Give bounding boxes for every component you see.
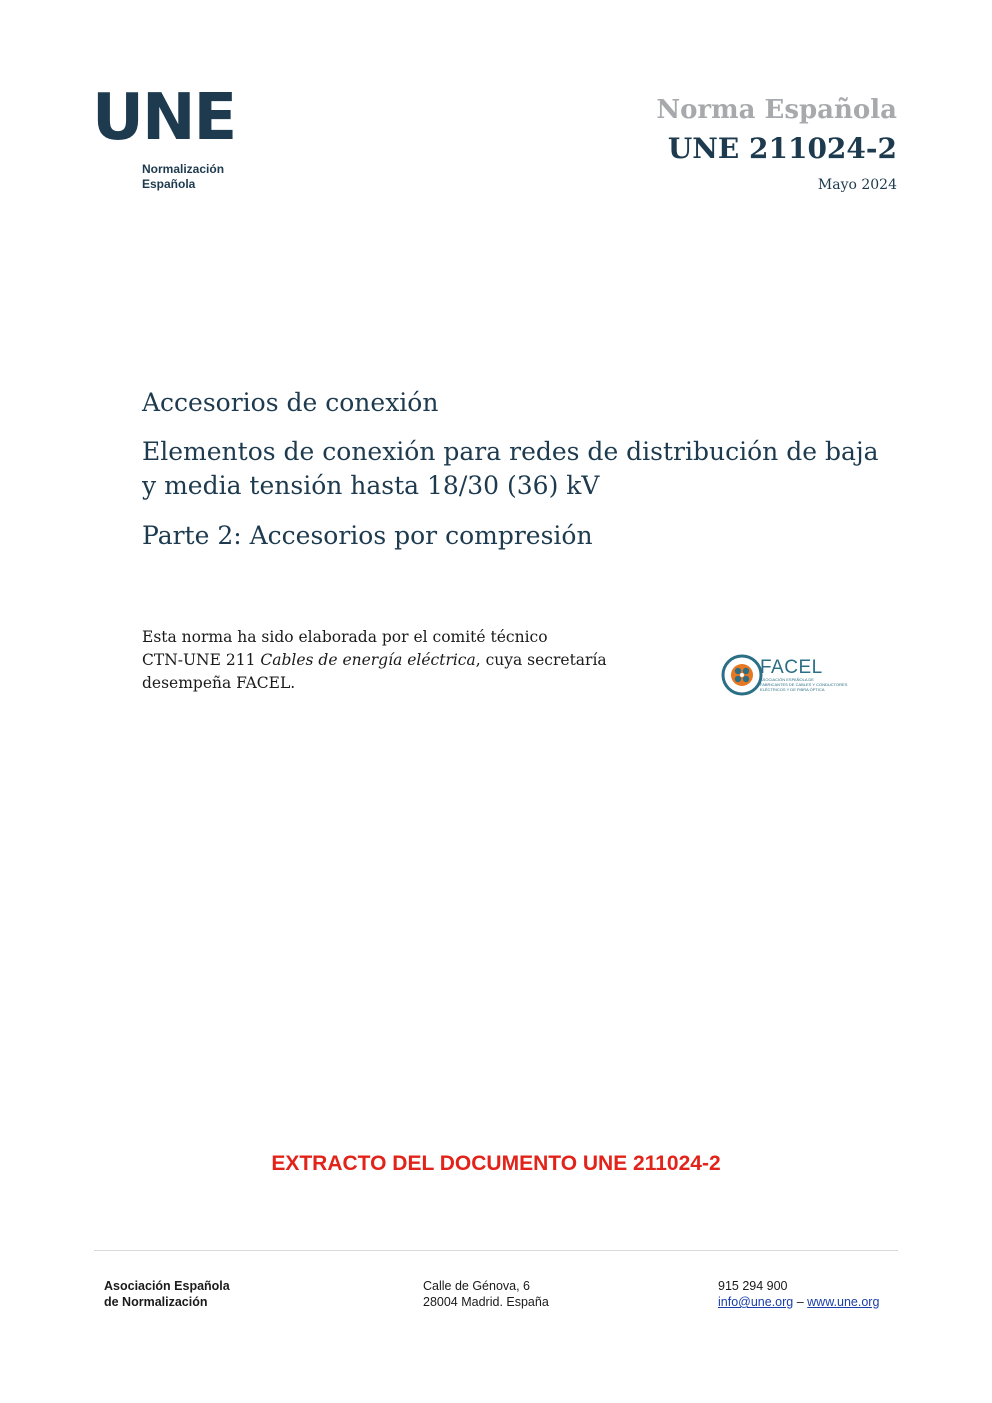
title-part: Parte 2: Accesorios por compresión <box>142 521 593 550</box>
facel-emblem-icon <box>720 650 870 700</box>
footer-links <box>718 1294 879 1310</box>
footer-addr-line1: Calle de Génova, 6 <box>423 1279 531 1293</box>
une-logo <box>92 81 272 198</box>
facel-logo-name: FACEL <box>760 657 823 678</box>
footer-org-line2: de Normalización <box>104 1295 208 1309</box>
email-link[interactable]: info@une.org <box>718 1295 794 1309</box>
committee-line1: Esta norma ha sido elaborada por el comité técnico <box>142 628 548 646</box>
une-logo-subtitle-line2: Española <box>142 177 196 191</box>
footer-org-line1: Asociación Española <box>104 1279 230 1293</box>
committee-line3: desempeña FACEL. <box>142 674 296 692</box>
committee-line2 <box>142 649 662 672</box>
extract-notice: EXTRACTO DEL DOCUMENTO UNE 211024-2 <box>271 1152 721 1175</box>
title-main: Accesorios de conexión <box>142 388 439 417</box>
title-secondary-line2: y media tensión hasta 18/30 (36) kV <box>142 471 600 500</box>
footer-organization <box>104 1278 230 1310</box>
footer-divider <box>94 1250 898 1251</box>
website-link[interactable]: www.une.org <box>807 1295 880 1309</box>
une-logo-word: UNE <box>92 81 236 155</box>
facel-logo-tagline-1: ASOCIACIÓN ESPAÑOLA DE <box>760 677 814 682</box>
facel-logo-tagline-2: FABRICANTES DE CABLES Y CONDUCTORES <box>760 682 848 687</box>
committee-code: CTN-UNE 211 <box>142 651 261 669</box>
une-logo-subtitle-line1: Normalización <box>142 162 225 176</box>
footer-contact <box>718 1278 879 1310</box>
title-secondary <box>142 435 902 503</box>
facel-logo-tagline-3: ELÉCTRICOS Y DE FIBRA ÓPTICA <box>760 687 825 692</box>
committee-name: Cables de energía eléctrica <box>260 651 476 669</box>
standard-code: UNE 211024-2 <box>667 132 897 165</box>
committee-statement <box>142 626 662 695</box>
committee-line2-suffix: , cuya secretaría <box>475 651 607 669</box>
footer-addr-line2: 28004 Madrid. España <box>423 1295 549 1309</box>
norma-label: Norma Española <box>656 95 897 125</box>
title-secondary-line1: Elementos de conexión para redes de distribución de baja <box>142 437 879 466</box>
publication-date: Mayo 2024 <box>817 177 897 193</box>
footer-link-separator: – <box>793 1295 808 1309</box>
une-logo-subtitle <box>142 162 224 192</box>
footer-address <box>423 1278 549 1310</box>
footer-phone: 915 294 900 <box>718 1279 788 1293</box>
facel-logo <box>720 650 870 700</box>
